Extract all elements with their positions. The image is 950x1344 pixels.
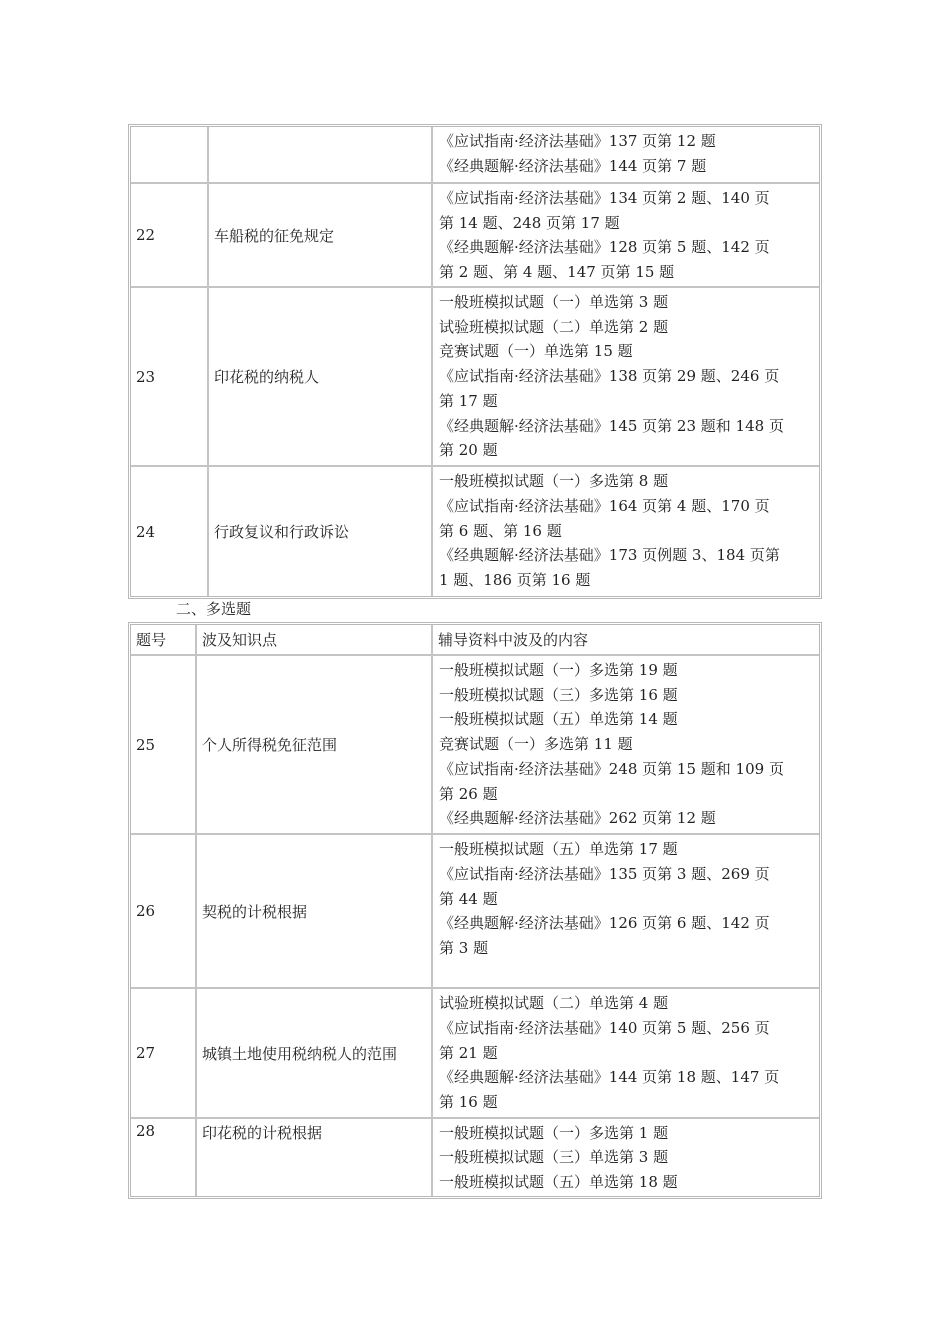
reference-line: 《应试指南·经济法基础》137 页第 12 题: [439, 132, 716, 150]
table-row: [131, 656, 819, 835]
table-row: [131, 835, 819, 989]
row-number: 26: [131, 835, 197, 987]
reference-line: 第 3 题: [439, 939, 489, 958]
table-header-row: [131, 625, 819, 656]
table-row: [131, 989, 819, 1119]
reference-line: 《应试指南·经济法基础》140 页第 5 题、256 页: [439, 1018, 770, 1037]
reference-line: 《应试指南·经济法基础》138 页第 29 题、246 页: [439, 367, 780, 386]
table-row: [131, 288, 819, 467]
table-row: [131, 1119, 819, 1196]
reference-line: 一般班模拟试题（五）单选第 14 题: [439, 710, 678, 729]
reference-line: 一般班模拟试题（三）单选第 3 题: [439, 1148, 669, 1167]
table-row: [131, 184, 819, 288]
knowledge-point: 行政复议和行政诉讼: [209, 467, 433, 596]
reference-line: 竞赛试题（一）多选第 11 题: [439, 735, 633, 754]
reference-line: 第 26 题: [439, 784, 498, 803]
knowledge-point: 印花税的纳税人: [209, 288, 433, 465]
reference-line: 一般班模拟试题（五）单选第 18 题: [439, 1172, 678, 1191]
header-topic: 波及知识点: [197, 625, 433, 654]
reference-line: 第 6 题、第 16 题: [439, 521, 562, 540]
row-number: 24: [131, 467, 209, 596]
reference-line: 《经典题解·经济法基础》262 页第 12 题: [439, 809, 716, 828]
reference-line: 《经典题解·经济法基础》173 页例题 3、184 页第: [439, 546, 780, 565]
reference-line: 《经典题解·经济法基础》144 页第 7 题: [439, 156, 707, 175]
knowledge-point: 个人所得税免征范围: [197, 656, 433, 833]
knowledge-point: 城镇土地使用税纳税人的范围: [197, 989, 433, 1117]
reference-content: [433, 656, 819, 833]
reference-line: 《经典题解·经济法基础》144 页第 18 题、147 页: [439, 1068, 780, 1087]
row-number: 28: [131, 1119, 197, 1196]
reference-line: 《应试指南·经济法基础》135 页第 3 题、269 页: [439, 864, 770, 883]
reference-line: 试验班模拟试题（二）单选第 2 题: [439, 317, 669, 336]
reference-line: 《应试指南·经济法基础》134 页第 2 题、140 页: [439, 189, 770, 207]
reference-line: 第 14 题、248 页第 17 题: [439, 213, 620, 232]
table-row: [131, 127, 819, 184]
row-number: 23: [131, 288, 209, 465]
reference-content: [433, 184, 819, 286]
row-number: 22: [131, 184, 209, 286]
reference-content: [433, 467, 819, 596]
knowledge-point: [209, 127, 433, 182]
multiple-choice-table: [128, 622, 822, 1199]
header-number: 题号: [131, 625, 197, 654]
knowledge-point: 契税的计税根据: [197, 835, 433, 987]
reference-content: [433, 989, 819, 1117]
reference-line: 第 20 题: [439, 441, 498, 460]
reference-line: 《应试指南·经济法基础》164 页第 4 题、170 页: [439, 496, 770, 515]
table-continued: [128, 124, 822, 599]
reference-line: 竞赛试题（一）单选第 15 题: [439, 342, 633, 361]
reference-line: 《经典题解·经济法基础》128 页第 5 题、142 页: [439, 238, 770, 256]
reference-content: [433, 288, 819, 465]
reference-line: 一般班模拟试题（三）多选第 16 题: [439, 685, 678, 704]
reference-content: [433, 835, 819, 987]
reference-line: 一般班模拟试题（一）多选第 1 题: [439, 1124, 669, 1142]
row-number: 27: [131, 989, 197, 1117]
row-number: [131, 127, 209, 182]
header-references: 辅导资料中波及的内容: [438, 631, 589, 649]
reference-line: 第 21 题: [439, 1043, 498, 1062]
reference-line: 《经典题解·经济法基础》145 页第 23 题和 148 页: [439, 416, 784, 435]
reference-line: 第 2 题、第 4 题、147 页第 15 题: [439, 262, 675, 281]
row-number: 25: [131, 656, 197, 833]
reference-line: 一般班模拟试题（五）单选第 17 题: [439, 840, 678, 858]
reference-content: [433, 1119, 819, 1196]
reference-line: 《应试指南·经济法基础》248 页第 15 题和 109 页: [439, 759, 784, 778]
reference-line: 第 44 题: [439, 889, 498, 908]
reference-line: 第 16 题: [439, 1093, 498, 1112]
reference-line: 1 题、186 页第 16 题: [439, 571, 591, 590]
reference-line: 一般班模拟试题（一）单选第 3 题: [439, 293, 669, 311]
reference-line: 试验班模拟试题（二）单选第 4 题: [439, 994, 669, 1012]
reference-content: [433, 127, 819, 182]
knowledge-point: 车船税的征免规定: [209, 184, 433, 286]
reference-line: 一般班模拟试题（一）多选第 8 题: [439, 472, 669, 490]
reference-line: 第 17 题: [439, 391, 498, 410]
reference-line: 一般班模拟试题（一）多选第 19 题: [439, 661, 678, 679]
knowledge-point: 印花税的计税根据: [197, 1119, 433, 1196]
table-row: [131, 467, 819, 596]
section-title: 二、多选题: [176, 600, 252, 618]
reference-line: 《经典题解·经济法基础》126 页第 6 题、142 页: [439, 914, 770, 933]
